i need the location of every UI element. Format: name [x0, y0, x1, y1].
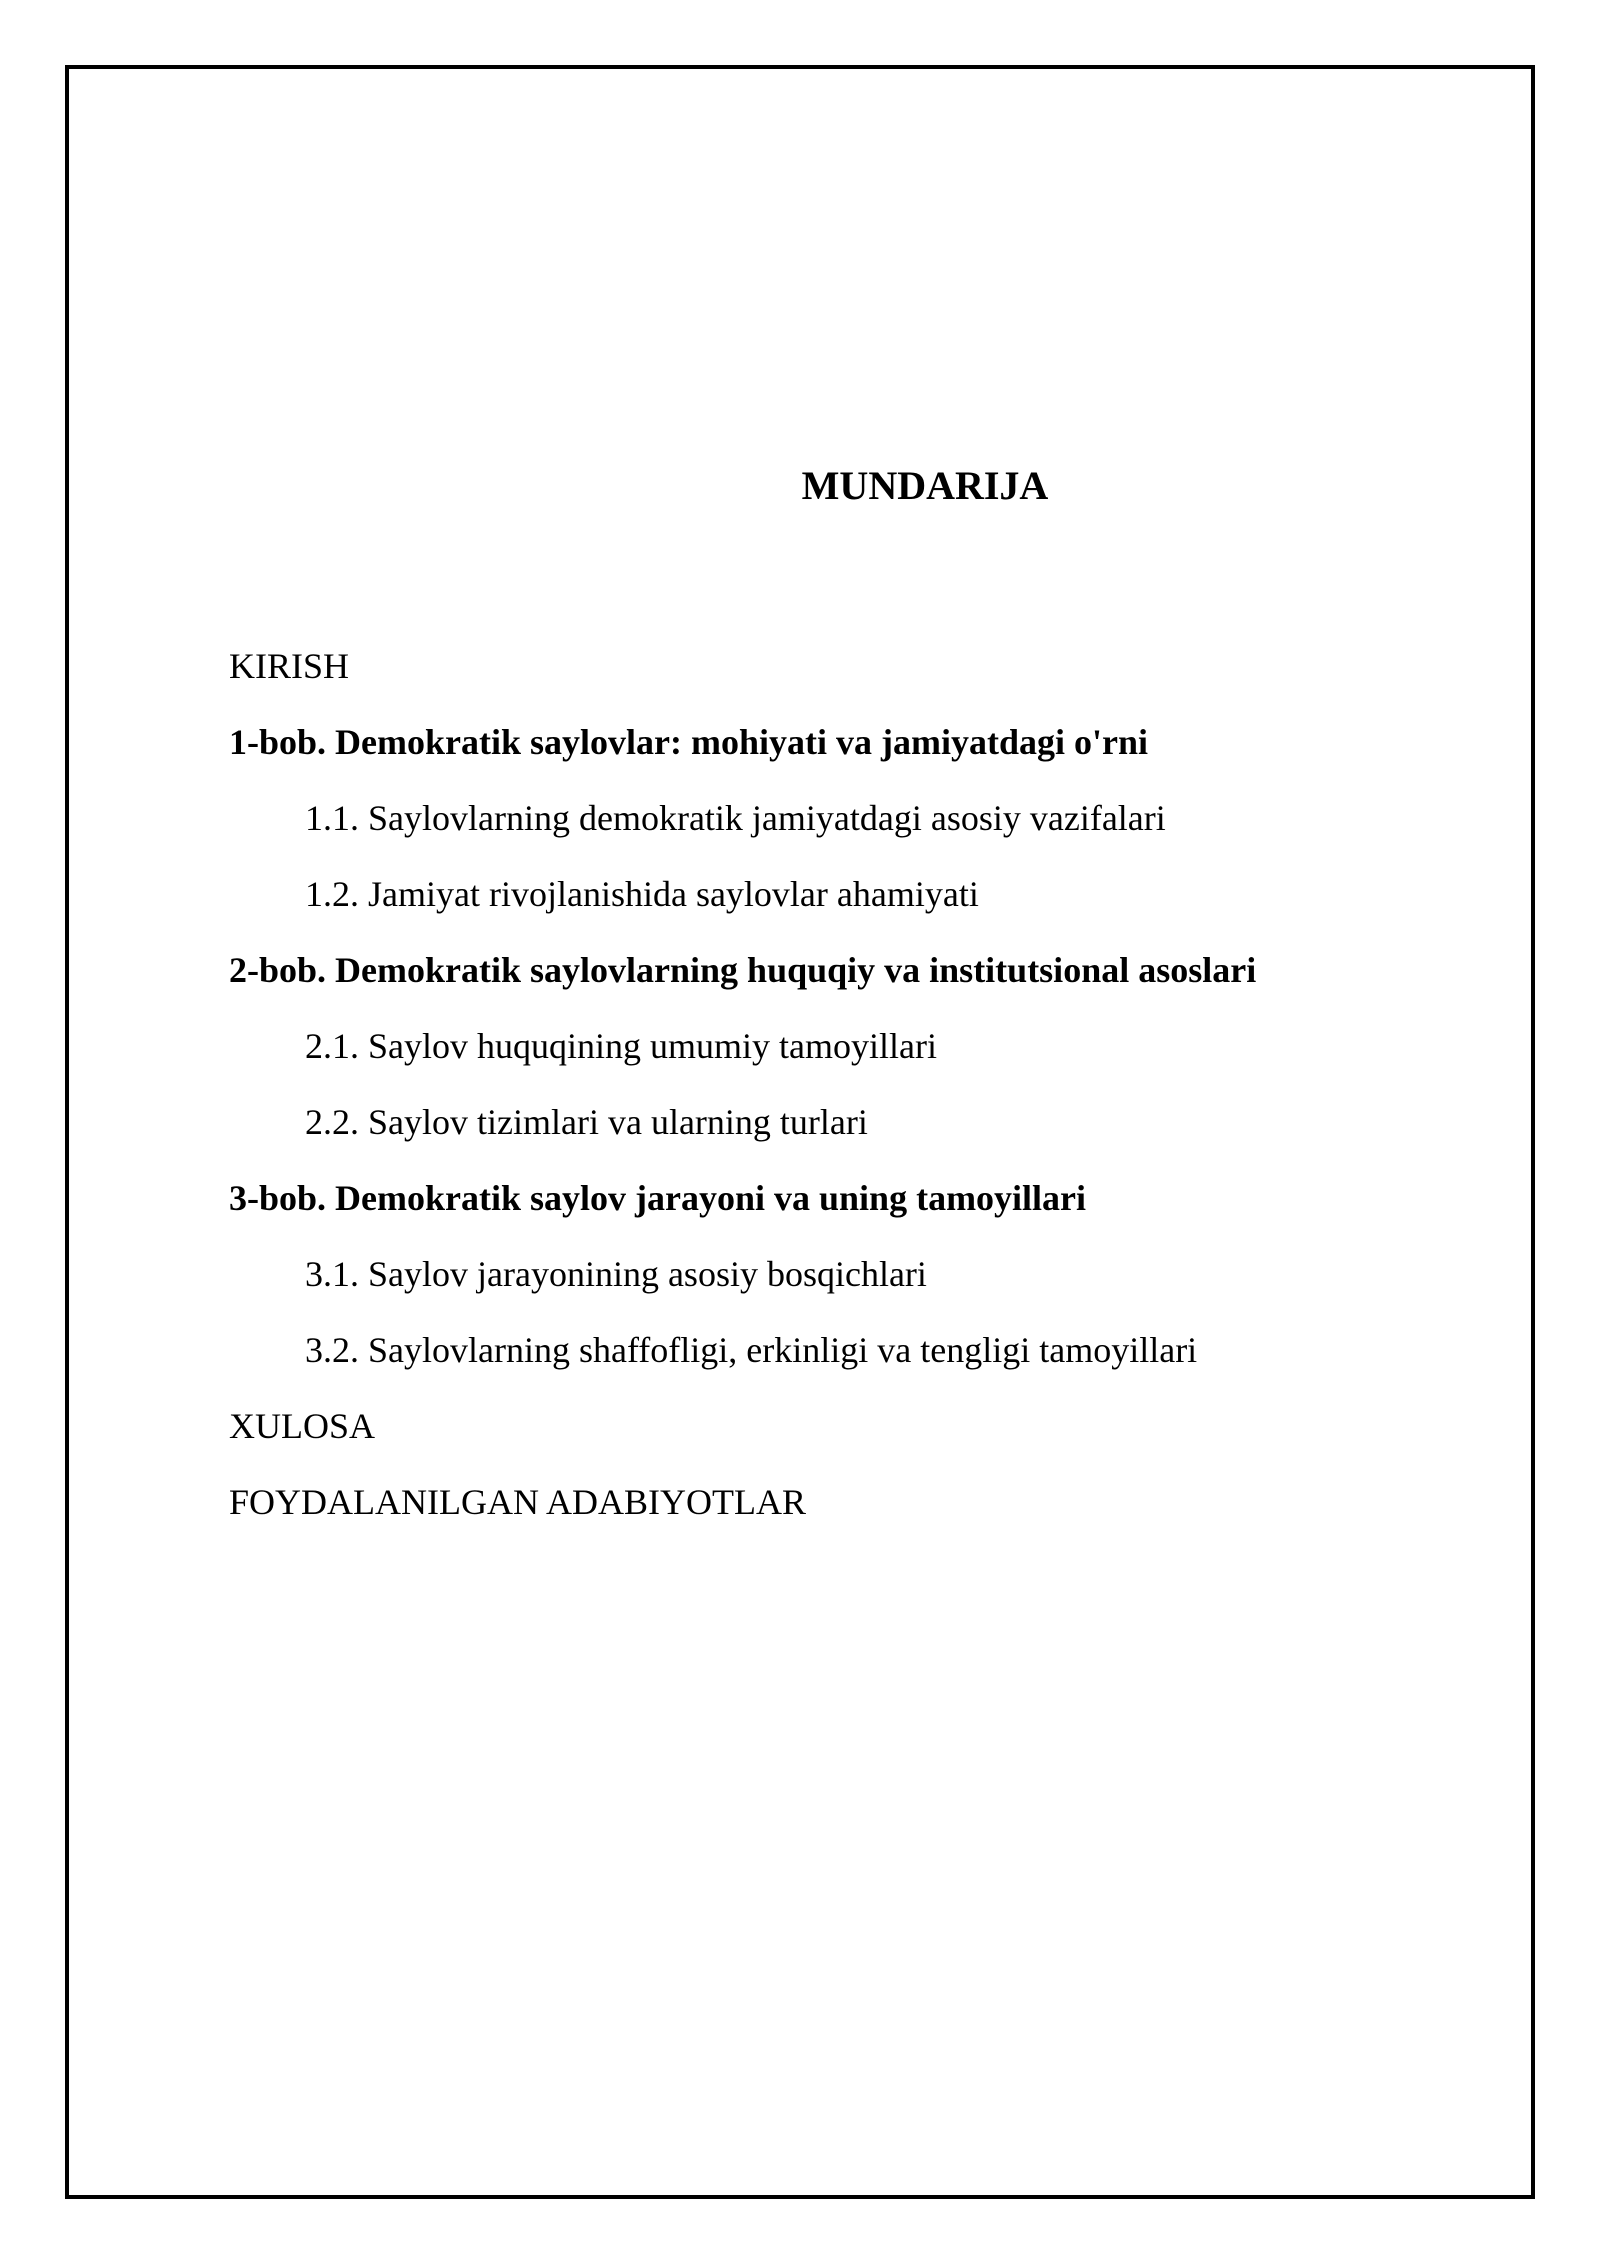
page-title: MUNDARIJA: [801, 463, 1049, 508]
toc-section-2-2: 2.2. Saylov tizimlari va ularning turlari: [305, 1102, 868, 1142]
toc-section-1-1: 1.1. Saylovlarning demokratik jamiyatdagi asosiy vazifalari: [305, 798, 1166, 838]
toc-section-3-1: 3.1. Saylov jarayonining asosiy bosqichlari: [305, 1254, 927, 1294]
table-of-contents: [229, 645, 1469, 1557]
toc-entry-introduction: KIRISH: [229, 646, 350, 686]
toc-entry-conclusion: XULOSA: [229, 1406, 376, 1446]
toc-section-1-2: 1.2. Jamiyat rivojlanishida saylovlar ahamiyati: [305, 874, 979, 914]
toc-section-2-1: 2.1. Saylov huquqining umumiy tamoyillari: [305, 1026, 937, 1066]
toc-chapter-2: 2-bob. Demokratik saylovlarning huquqiy va institutsional asoslari: [229, 950, 1257, 990]
toc-chapter-3: 3-bob. Demokratik saylov jarayoni va uning tamoyillari: [229, 1178, 1087, 1218]
toc-chapter-1: 1-bob. Demokratik saylovlar: mohiyati va jamiyatdagi o'rni: [229, 722, 1148, 762]
toc-entry-references: FOYDALANILGAN ADABIYOTLAR: [229, 1482, 806, 1522]
toc-section-3-2: 3.2. Saylovlarning shaffofligi, erkinligi va tengligi tamoyillari: [305, 1330, 1198, 1370]
